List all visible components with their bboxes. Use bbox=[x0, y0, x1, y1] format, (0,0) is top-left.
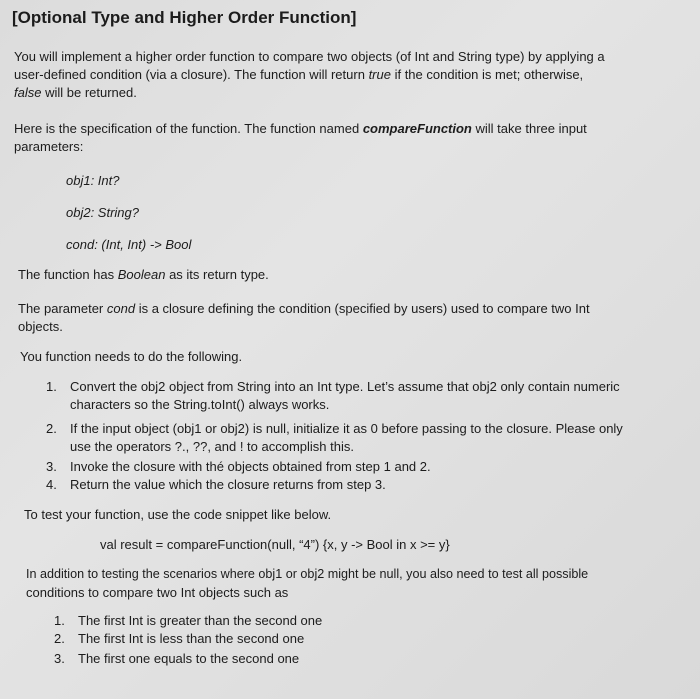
step-1-line-1: Convert the obj2 object from String into an Int type. Let’s assume that obj2 only contain numeric bbox=[70, 379, 620, 394]
case-number: 3. bbox=[54, 651, 65, 666]
todo-intro: You function needs to do the following. bbox=[20, 349, 243, 364]
step-2-line-1: If the input object (obj1 or obj2) is null, initialize it as 0 before passing to the closure. Please only bbox=[70, 421, 623, 436]
param-cond: cond: (Int, Int) -> Bool bbox=[66, 237, 192, 252]
scenarios-line-2: conditions to compare two Int objects such as bbox=[26, 585, 289, 600]
cond-desc-line-1: The parameter cond is a closure defining the condition (specified by users) used to compare two Int bbox=[18, 301, 590, 316]
case-2: The first Int is less than the second one bbox=[78, 631, 305, 646]
param-obj2: obj2: String? bbox=[66, 205, 139, 220]
case-1: The first Int is greater than the second one bbox=[78, 613, 323, 628]
step-number: 1. bbox=[46, 379, 57, 394]
intro-line-2: user-defined condition (via a closure). The function will return true if the condition is met; otherwise, bbox=[14, 67, 584, 82]
intro-line-1: You will implement a higher order function to compare two objects (of Int and String type) by applying a bbox=[14, 49, 605, 64]
code-snippet: val result = compareFunction(null, “4”) {x, y -> Bool in x >= y} bbox=[100, 537, 450, 552]
step-number: 4. bbox=[46, 477, 57, 492]
intro-line-3: false will be returned. bbox=[14, 85, 137, 100]
step-number: 3. bbox=[46, 459, 57, 474]
return-type-line: The function has Boolean as its return type. bbox=[18, 267, 269, 282]
step-3-line: Invoke the closure with thé objects obtained from step 1 and 2. bbox=[70, 459, 431, 474]
test-intro: To test your function, use the code snippet like below. bbox=[24, 507, 332, 522]
step-4-line: Return the value which the closure returns from step 3. bbox=[70, 477, 386, 492]
param-obj1: obj1: Int? bbox=[66, 173, 120, 188]
spec-line-2: parameters: bbox=[14, 139, 84, 154]
case-number: 1. bbox=[54, 613, 65, 628]
page-title: [Optional Type and Higher Order Function] bbox=[12, 8, 357, 27]
step-number: 2. bbox=[46, 421, 57, 436]
cond-desc-line-2: objects. bbox=[18, 319, 63, 334]
case-number: 2. bbox=[54, 631, 65, 646]
spec-line-1: Here is the specification of the function. The function named compareFunction will take three input bbox=[14, 121, 587, 136]
step-2-line-2: use the operators ?., ??, and ! to accomplish this. bbox=[70, 439, 354, 454]
scenarios-line-1: In addition to testing the scenarios where obj1 or obj2 might be null, you also need to test all possible bbox=[26, 567, 589, 581]
step-1-line-2: characters so the String.toInt() always works. bbox=[70, 397, 330, 412]
case-3: The first one equals to the second one bbox=[78, 651, 300, 666]
